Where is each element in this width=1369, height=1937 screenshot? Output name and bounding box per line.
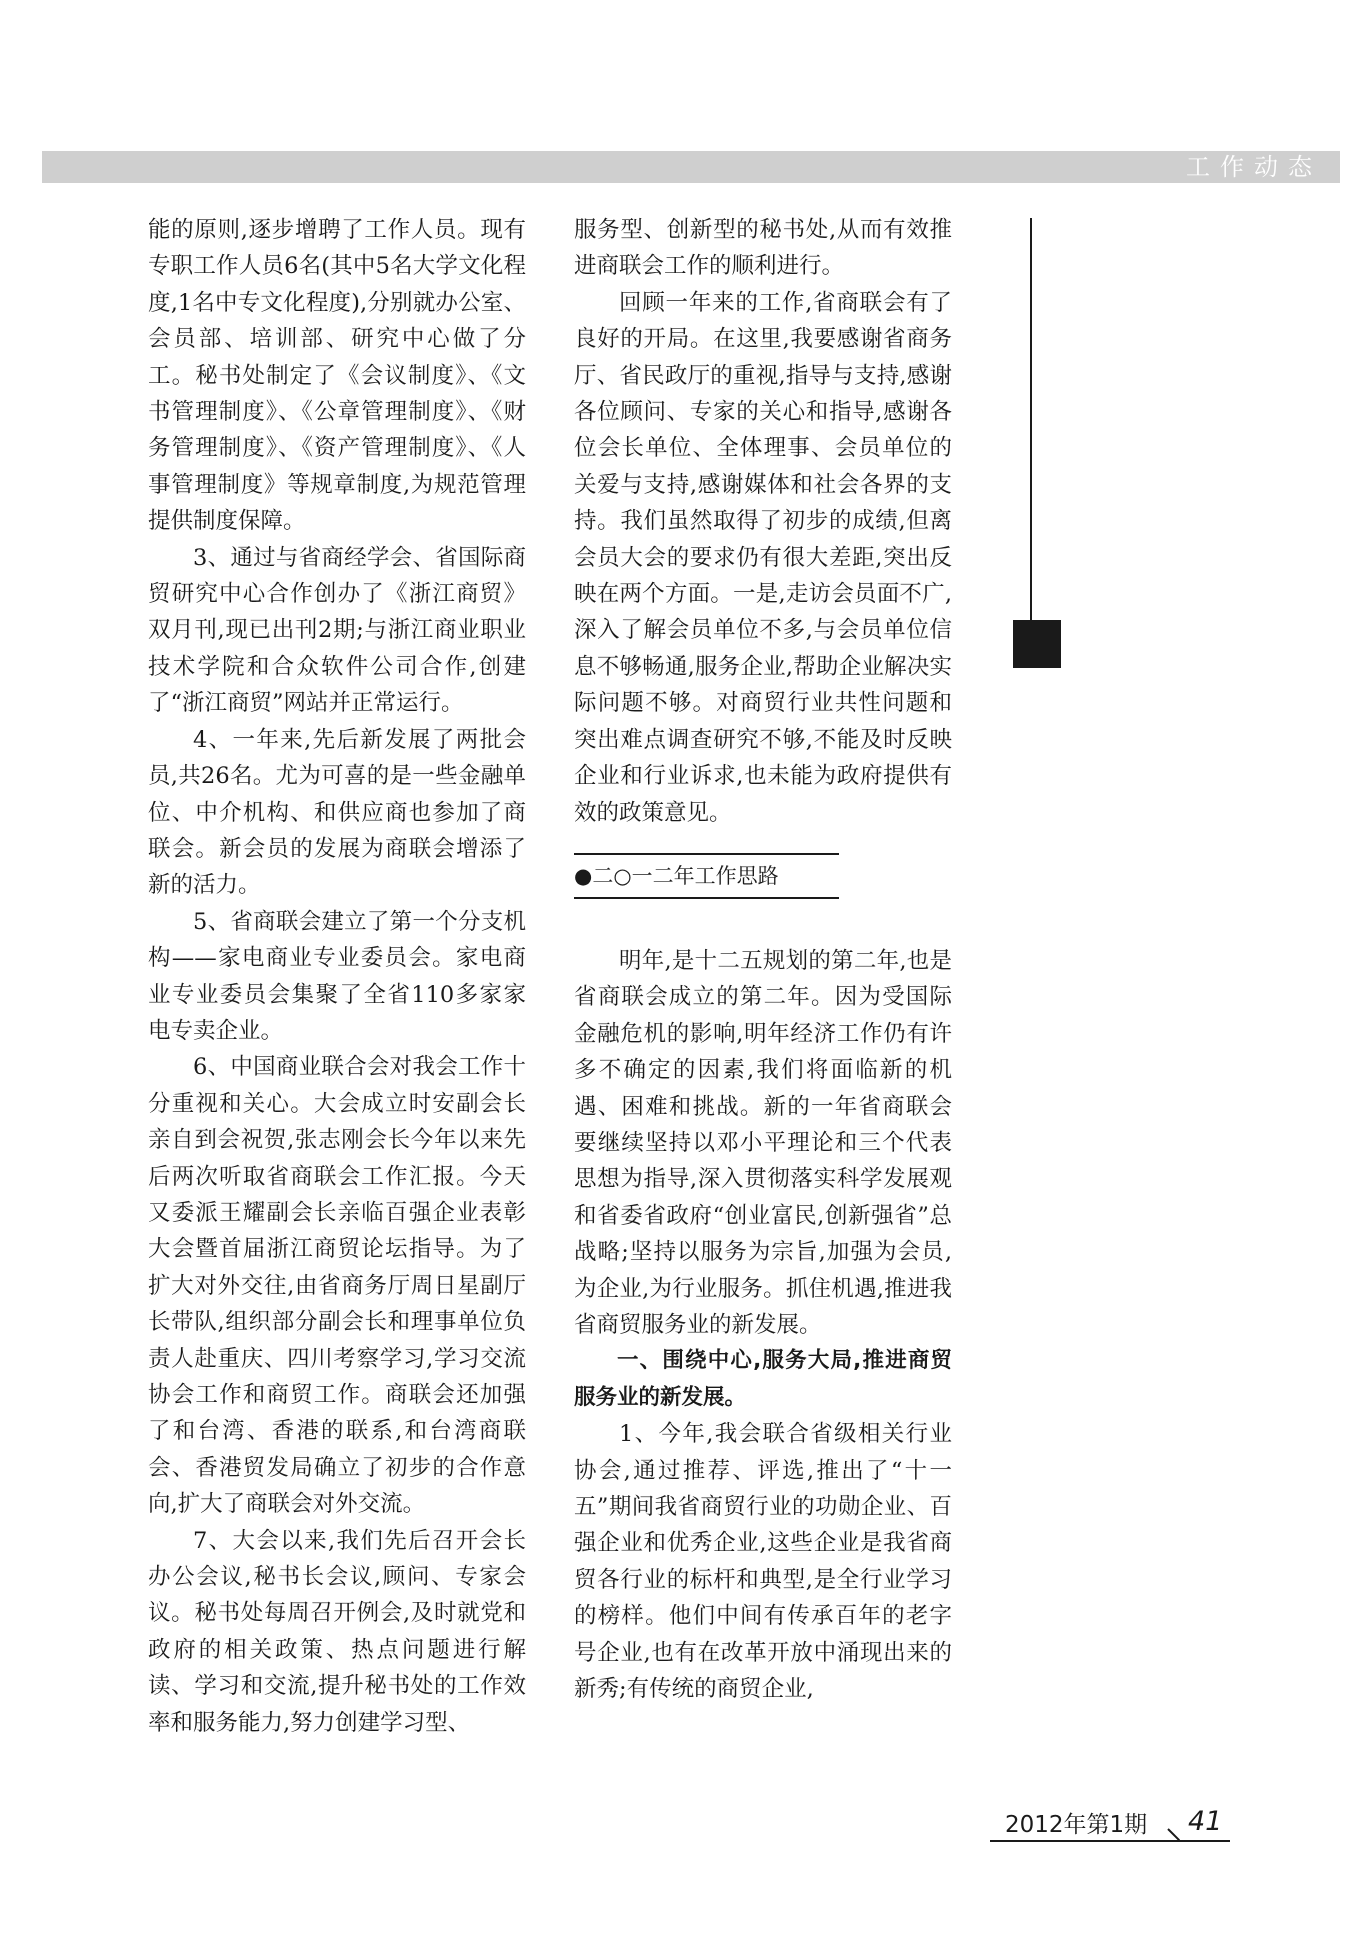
page-footer (990, 1800, 1230, 1844)
paragraph: 5、省商联会建立了第一个分支机构——家电商业专业委员会。家电商业专业委员会集聚了全省110多家家电专卖企业。 (148, 908, 526, 1044)
paragraph: 3、通过与省商经学会、省国际商贸研究中心合作创办了《浙江商贸》双月刊,现已出刊2期;与浙江商业职业技术学院和合众软件公司合作,创建了“浙江商贸”网站并正常运行。 (148, 544, 526, 717)
paragraph: 1、今年,我会联合省级相关行业协会,通过推荐、评选,推出了“十一五”期间我省商贸行业的功勋企业、百强企业和优秀企业,这些企业是我省商贸各行业的标杆和典型,是全行业学习的榜样。他们中间有传承百年的老字号企业,也有在改革开放中涌现出来的新秀;有传统的商贸企业, (574, 1421, 952, 1703)
footer-line (990, 1840, 1230, 1842)
paragraph: 6、中国商业联合会对我会工作十分重视和关心。大会成立时安副会长亲自到会祝贺,张志刚会长今年以来先后两次听取省商联会工作汇报。今天又委派王耀副会长亲临百强企业表彰大会暨首届浙江商贸论坛指导。为了扩大对外交往,由省商务厅周日星副厅长带队,组织部分副会长和理事单位负责人赴重庆、四川考察学习,学习交流协会工作和商贸工作。商联会还加强了和台湾、香港的联系,和台湾商联会、香港贸发局确立了初步的合作意向,扩大了商联会对外交流。 (148, 1054, 526, 1518)
header-bar (42, 151, 1340, 183)
paragraph: 能的原则,逐步增聘了工作人员。现有专职工作人员6名(其中5名大学文化程度,1名中专文化程度),分别就办公室、会员部、培训部、研究中心做了分工。秘书处制定了《会议制度》、《文书管理制度》、《公章管理制度》、《财务管理制度》、《资产管理制度》、《人事管理制度》等规章制度,为规范管理提供制度保障。 (148, 217, 526, 535)
paragraph: 4、一年来,先后新发展了两批会员,共26名。尤为可喜的是一些金融单位、中介机构、和供应商也参加了商联会。新会员的发展为商联会增添了新的活力。 (148, 726, 526, 899)
paragraph: 7、大会以来,我们先后召开会长办公会议,秘书长会议,顾问、专家会议。秘书处每周召开例会,及时就党和政府的相关政策、热点问题进行解读、学习和交流,提升秘书处的工作效率和服务能力,努力创建学习型、 (148, 1527, 526, 1736)
left-column (148, 212, 526, 1741)
issue-label: 2012年第1期 (1005, 1812, 1148, 1838)
side-block (1013, 620, 1061, 668)
paragraph: 明年,是十二五规划的第二年,也是省商联会成立的第二年。因为受国际金融危机的影响,明年经济工作仍有许多不确定的因素,我们将面临新的机遇、困难和挑战。新的一年省商联会要继续坚持以邓小平理论和三个代表思想为指导,深入贯彻落实科学发展观和省委省政府“创业富民,创新强省”总战略;坚持以服务为宗旨,加强为会员,为企业,为行业服务。抓住机遇,推进我省商贸服务业的新发展。 (574, 947, 952, 1338)
section-subheading: ●二○一二年工作思路 (574, 853, 839, 899)
right-column (574, 212, 952, 1707)
paragraph: 回顾一年来的工作,省商联会有了良好的开局。在这里,我要感谢省商务厅、省民政厅的重视,指导与支持,感谢各位顾问、专家的关心和指导,感谢各位会长单位、全体理事、会员单位的关爱与支持,感谢媒体和社会各界的支持。我们虽然取得了初步的成绩,但离会员大会的要求仍有很大差距,突出反映在两个方面。一是,走访会员面不广,深入了解会员单位不多,与会员单位信息不够畅通,服务企业,帮助企业解决实际问题不够。对商贸行业共性问题和突出难点调查研究不够,不能及时反映企业和行业诉求,也未能为政府提供有效的政策意见。 (574, 289, 952, 826)
side-rule (1030, 218, 1032, 620)
bold-heading: 一、围绕中心,服务大局,推进商贸服务业的新发展。 (574, 1348, 952, 1410)
paragraph: 服务型、创新型的秘书处,从而有效推进商联会工作的顺利进行。 (574, 217, 952, 280)
section-title: 工作动态 (1186, 153, 1322, 181)
page-number: 41 (1188, 1806, 1223, 1837)
